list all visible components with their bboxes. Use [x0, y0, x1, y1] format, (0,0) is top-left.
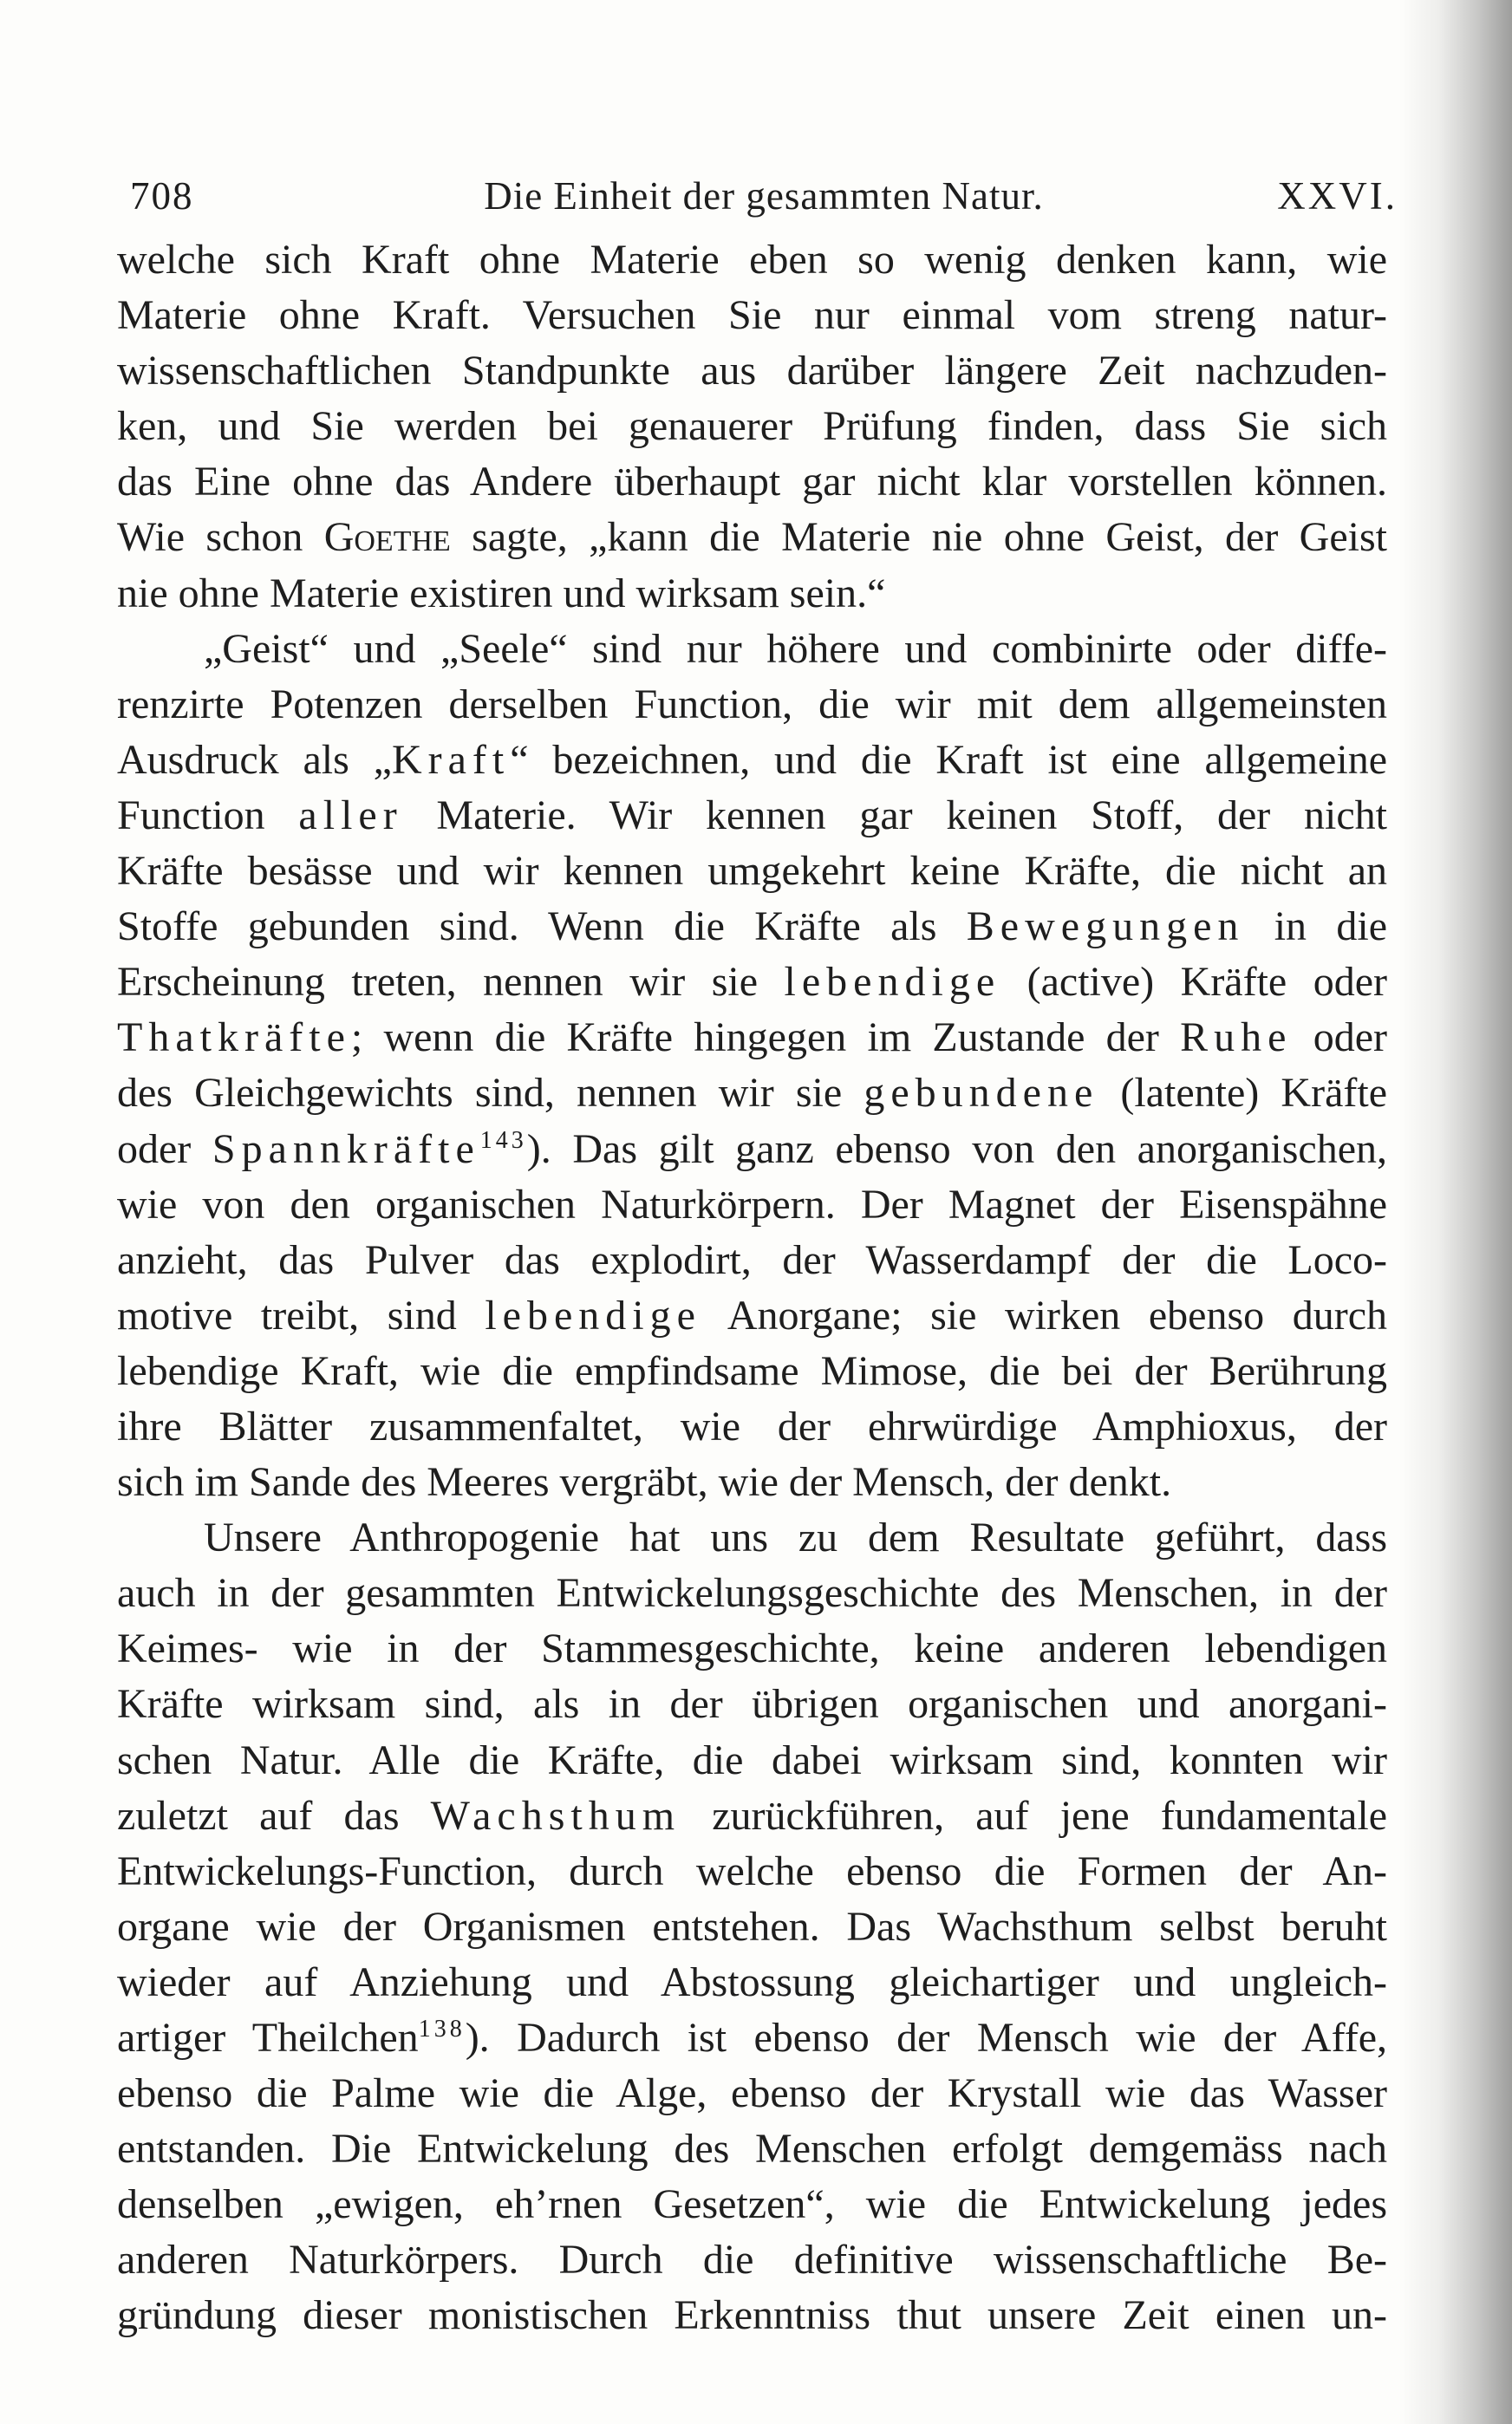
text-run: Erscheinung treten, nennen wir sie — [117, 959, 785, 1006]
footnote-ref: 138 — [418, 2016, 466, 2043]
text-line — [117, 1455, 1387, 1510]
text-line — [117, 1566, 1387, 1621]
text-line — [117, 1789, 1387, 1844]
spaced-emphasis: lebendige — [784, 959, 1001, 1006]
page-number: 708 — [130, 174, 194, 218]
text-run: motive treibt, sind — [117, 1292, 486, 1339]
spaced-emphasis: aller — [298, 792, 403, 838]
text-run: Unsere Anthropogenie hat uns zu dem Resultate geführt, dass — [204, 1515, 1387, 1561]
footnote-ref: 143 — [479, 1126, 527, 1154]
text-run: (latente) Kräfte — [1098, 1070, 1387, 1117]
text-run: wie von den organischen Naturkörpern. Der Magnet der Eisenspähne — [117, 1181, 1387, 1228]
text-line — [117, 2177, 1387, 2232]
text-run: auch in der gesammten Entwickelungsgeschichte des Menschen, in der — [117, 1570, 1387, 1617]
text-run: Materie ohne Kraft. Versuchen Sie nur einmal vom streng natur- — [117, 292, 1387, 339]
text-run: ). Das gilt ganz ebenso von den anorganischen, — [526, 1125, 1387, 1172]
text-run: artiger Theilchen — [117, 2015, 419, 2061]
text-line — [117, 2288, 1387, 2343]
text-run: Materie. Wir kennen gar keinen Stoff, der nicht — [402, 792, 1388, 838]
text-line — [117, 232, 1387, 288]
text-run: sagte, „kann die Materie nie ohne Geist, der Geist — [450, 514, 1387, 561]
text-line — [117, 1899, 1387, 1955]
text-run: Ausdruck als „ — [117, 736, 392, 783]
text-line — [117, 1344, 1387, 1399]
text-line — [117, 1733, 1387, 1789]
text-run: ; wenn die Kräfte hingegen im Zustande der — [350, 1014, 1181, 1061]
text-run: anderen Naturkörpers. Durch die definitive wissenschaftliche Be- — [117, 2237, 1387, 2284]
body-text — [117, 232, 1387, 2344]
text-line — [117, 399, 1387, 454]
text-run: zurückführen, auf jene fundamentale — [681, 1792, 1387, 1839]
text-run: anzieht, das Pulver das explodirt, der Wasserdampf der die Loco- — [117, 1236, 1387, 1283]
text-run: in die — [1244, 903, 1388, 950]
text-run: Kräfte besässe und wir kennen umgekehrt keine Kräfte, die nicht an — [117, 848, 1387, 895]
spaced-emphasis: Spannkräfte — [212, 1125, 480, 1172]
text-run: oder — [117, 1125, 212, 1172]
text-run: Wie schon — [117, 514, 324, 561]
spaced-emphasis: Ruhe — [1180, 1014, 1293, 1061]
text-run: denselben „ewigen, eh’rnen Gesetzen“, wie die Entwickelung jedes — [117, 2181, 1387, 2228]
text-line — [117, 1677, 1387, 1732]
text-line — [117, 788, 1387, 844]
text-line — [117, 2010, 1387, 2066]
text-run: (active) Kräfte oder — [1000, 959, 1387, 1006]
text-run: sich im Sande des Meeres vergräbt, wie der Mensch, der denkt. — [117, 1459, 1172, 1506]
text-run: ken, und Sie werden bei genauerer Prüfung finden, dass Sie sich — [117, 403, 1387, 450]
spaced-emphasis: Bewegungen — [966, 903, 1245, 950]
text-run: renzirte Potenzen derselben Function, die wir mit dem allgemeinsten — [117, 681, 1387, 727]
text-run: „Geist“ und „Seele“ sind nur höhere und combinirte oder diffe- — [204, 625, 1387, 672]
text-line — [117, 1010, 1387, 1065]
text-run: Keimes- wie in der Stammesgeschichte, keine anderen lebendigen — [117, 1626, 1387, 1672]
spaced-emphasis: Kraft — [391, 736, 511, 783]
text-line — [117, 2232, 1387, 2288]
page-edge-shadow — [1399, 0, 1512, 2424]
small-caps-name: Goethe — [323, 514, 451, 561]
spaced-emphasis: Thatkräfte — [117, 1014, 351, 1061]
text-run: schen Natur. Alle die Kräfte, die dabei wirksam sind, konnten wir — [117, 1737, 1387, 1783]
text-run: Anorgane; sie wirken ebenso durch — [701, 1292, 1388, 1339]
spaced-emphasis: gebundene — [864, 1070, 1099, 1117]
text-run: nie ohne Materie existiren und wirksam sein.“ — [117, 570, 886, 616]
text-line — [117, 2121, 1387, 2177]
text-line — [117, 1122, 1387, 1177]
text-run: lebendige Kraft, wie die empfindsame Mimose, die bei der Berührung — [117, 1347, 1387, 1394]
running-title: Die Einheit der gesammten Natur. — [484, 174, 1044, 218]
text-line — [117, 1844, 1387, 1899]
text-line — [117, 677, 1387, 733]
text-line — [117, 1510, 1387, 1566]
text-run: Stoffe gebunden sind. Wenn die Kräfte als — [117, 903, 967, 950]
text-line — [117, 1065, 1387, 1121]
text-line — [117, 1399, 1387, 1455]
text-run: ). Dadurch ist ebenso der Mensch wie der Affe, — [465, 2015, 1387, 2061]
text-run: wissenschaftlichen Standpunkte aus darüber längere Zeit nachzuden- — [117, 348, 1387, 394]
text-run: welche sich Kraft ohne Materie eben so wenig denken kann, wie — [117, 237, 1387, 283]
text-run: des Gleichgewichts sind, nennen wir sie — [117, 1070, 864, 1117]
text-line — [117, 1288, 1387, 1344]
text-run: oder — [1292, 1014, 1387, 1061]
text-line — [117, 566, 1387, 622]
text-line — [117, 510, 1387, 565]
text-line — [117, 1233, 1387, 1288]
text-line — [117, 1955, 1387, 2010]
text-line — [117, 454, 1387, 510]
text-run: Entwickelungs-Function, durch welche ebenso die Formen der An- — [117, 1847, 1387, 1894]
spaced-emphasis: lebendige — [485, 1292, 701, 1339]
text-run: Function — [117, 792, 299, 838]
text-line — [117, 288, 1387, 343]
text-line — [117, 343, 1387, 399]
text-run: organe wie der Organismen entstehen. Das Wachsthum selbst beruht — [117, 1903, 1387, 1950]
text-line — [117, 955, 1387, 1010]
text-line — [117, 1621, 1387, 1677]
spaced-emphasis: Wachsthum — [430, 1792, 681, 1839]
text-run: zuletzt auf das — [117, 1792, 431, 1839]
text-run: wieder auf Anziehung und Abstossung gleichartiger und ungleich- — [117, 1958, 1387, 2005]
text-run: gründung dieser monistischen Erkenntniss thut unsere Zeit einen un- — [117, 2292, 1387, 2339]
running-head — [130, 165, 1398, 227]
text-run: ebenso die Palme wie die Alge, ebenso der Krystall wie das Wasser — [117, 2070, 1387, 2117]
text-run: entstanden. Die Entwickelung des Menschen erfolgt demgemäss nach — [117, 2126, 1387, 2173]
chapter-number: XXVI. — [1277, 174, 1398, 218]
text-run: Kräfte wirksam sind, als in der übrigen organischen und anorgani- — [117, 1681, 1387, 1728]
text-line — [117, 733, 1387, 788]
text-run: “ bezeichnen, und die Kraft ist eine allgemeine — [510, 736, 1388, 783]
text-line — [117, 899, 1387, 955]
text-run: ihre Blätter zusammenfaltet, wie der ehrwürdige Amphioxus, der — [117, 1403, 1387, 1450]
text-line — [117, 622, 1387, 677]
text-line — [117, 1177, 1387, 1233]
text-run: das Eine ohne das Andere überhaupt gar nicht klar vorstellen können. — [117, 459, 1387, 505]
text-line — [117, 2066, 1387, 2121]
text-line — [117, 844, 1387, 899]
